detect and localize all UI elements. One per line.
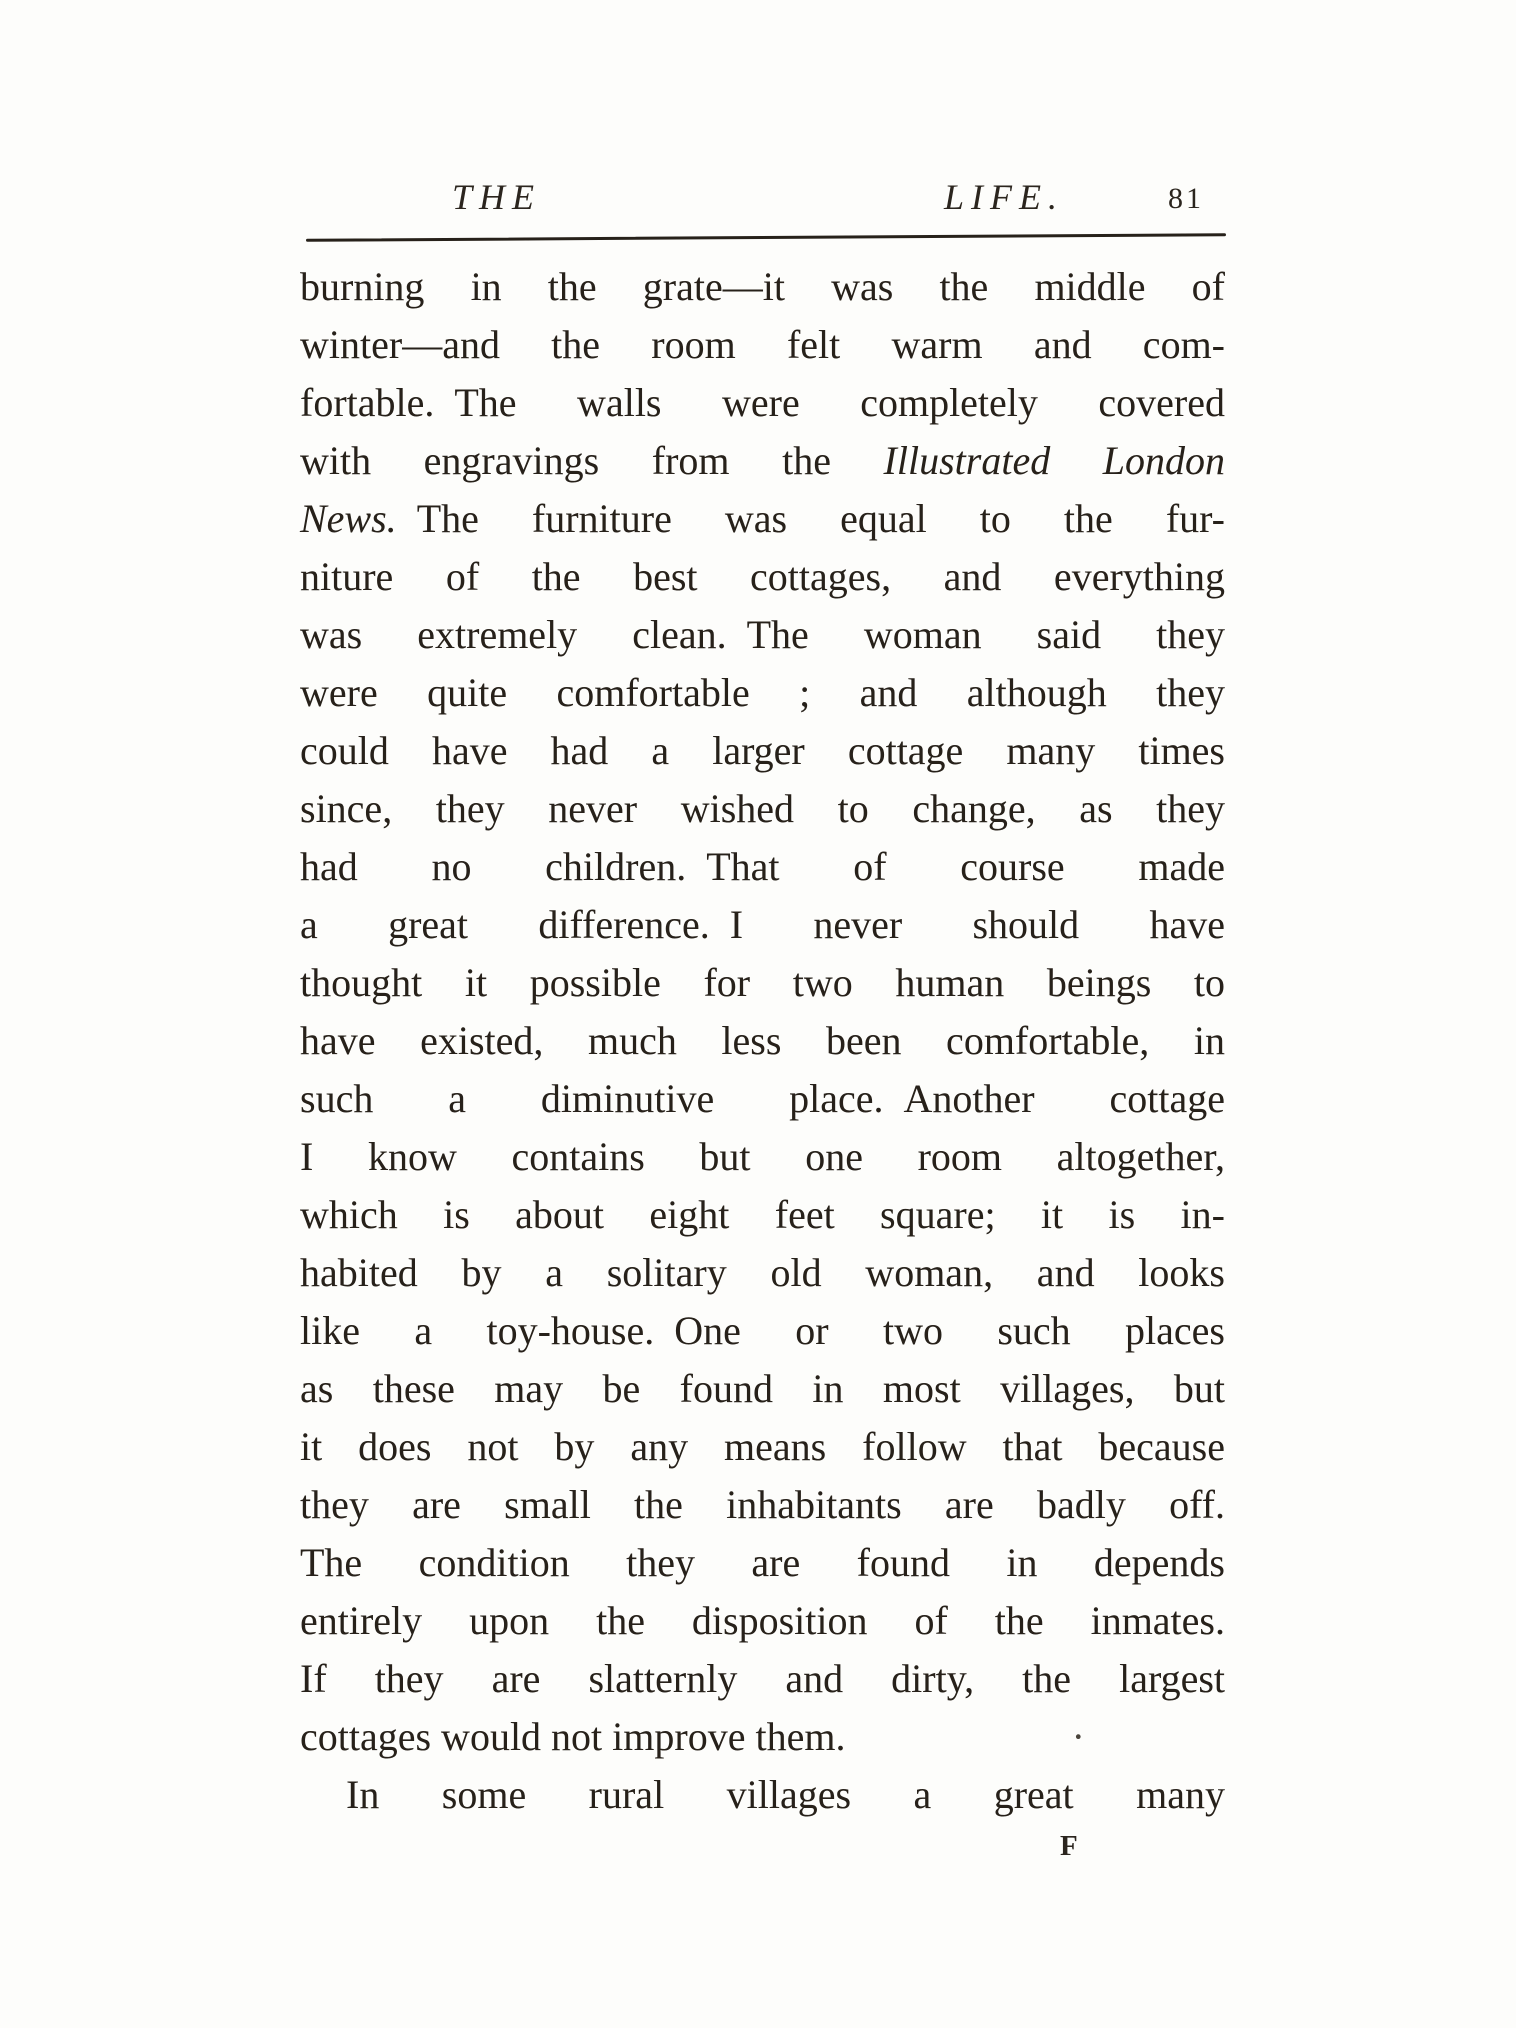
text-line — [300, 1418, 1225, 1476]
text-segment: as these may be found in most villages, but — [300, 1366, 1225, 1411]
text-line — [300, 1766, 1225, 1824]
text-line — [300, 1592, 1225, 1650]
text-segment: winter—and the room felt warm and com- — [300, 322, 1225, 367]
text-line — [300, 1012, 1225, 1070]
text-line — [300, 1070, 1225, 1128]
text-segment: habited by a solitary old woman, and looks — [300, 1250, 1225, 1295]
text-line — [300, 1650, 1225, 1708]
signature-mark: F — [1060, 1830, 1079, 1862]
text-segment: fortable. The walls were completely covered — [300, 380, 1225, 425]
text-line — [300, 838, 1225, 896]
body-text — [300, 258, 1225, 1824]
text-line — [300, 664, 1225, 722]
text-segment: were quite comfortable ; and although they — [300, 670, 1225, 715]
text-segment: I know contains but one room altogether, — [300, 1134, 1225, 1179]
text-segment: cottages would not improve them. — [300, 1714, 846, 1759]
text-segment: since, they never wished to change, as they — [300, 786, 1225, 831]
text-line — [300, 374, 1225, 432]
text-line — [300, 780, 1225, 838]
text-segment: such a diminutive place. Another cottage — [300, 1076, 1225, 1121]
text-line — [300, 548, 1225, 606]
text-line — [300, 1128, 1225, 1186]
text-segment: The furniture was equal to the fur- — [396, 496, 1225, 541]
text-line — [300, 1476, 1225, 1534]
running-header-left: THE — [452, 177, 542, 217]
text-segment: entirely upon the disposition of the inmates. — [300, 1598, 1225, 1643]
running-header-right: LIFE. — [944, 177, 1064, 217]
stray-ink-mark: · — [1071, 1714, 1085, 1759]
text-line — [300, 432, 1225, 490]
text-segment: like a toy-house. One or two such places — [300, 1308, 1225, 1353]
text-line — [300, 258, 1225, 316]
text-line — [300, 1708, 1225, 1766]
text-line — [300, 896, 1225, 954]
text-line — [300, 1534, 1225, 1592]
text-line — [300, 490, 1225, 548]
text-line — [300, 1302, 1225, 1360]
text-segment: In some rural villages a great many — [346, 1772, 1225, 1817]
text-line — [300, 316, 1225, 374]
text-segment: a great difference. I never should have — [300, 902, 1225, 947]
text-segment: burning in the grate—it was the middle of — [300, 264, 1225, 309]
text-line — [300, 722, 1225, 780]
text-segment: with engravings from the — [300, 438, 884, 483]
text-segment: have existed, much less been comfortable, in — [300, 1018, 1225, 1063]
text-segment: had no children. That of course made — [300, 844, 1225, 889]
text-line — [300, 1186, 1225, 1244]
text-segment: thought it possible for two human beings to — [300, 960, 1225, 1005]
text-segment: it does not by any means follow that because — [300, 1424, 1225, 1469]
text-segment: which is about eight feet square; it is in- — [300, 1192, 1225, 1237]
page-number: 81 — [1168, 182, 1204, 215]
text-line — [300, 606, 1225, 664]
text-segment: was extremely clean. The woman said they — [300, 612, 1225, 657]
text-segment: If they are slatternly and dirty, the largest — [300, 1656, 1225, 1701]
text-segment: they are small the inhabitants are badly off. — [300, 1482, 1225, 1527]
text-line — [300, 1360, 1225, 1418]
text-segment: The condition they are found in depends — [300, 1540, 1225, 1585]
text-line — [300, 1244, 1225, 1302]
header-rule — [306, 233, 1226, 242]
italic-text-segment: Illustrated London — [883, 438, 1226, 483]
text-segment: niture of the best cottages, and everything — [300, 554, 1225, 599]
text-segment: could have had a larger cottage many times — [300, 728, 1225, 773]
italic-text-segment: News. — [300, 496, 397, 541]
text-line — [300, 954, 1225, 1012]
